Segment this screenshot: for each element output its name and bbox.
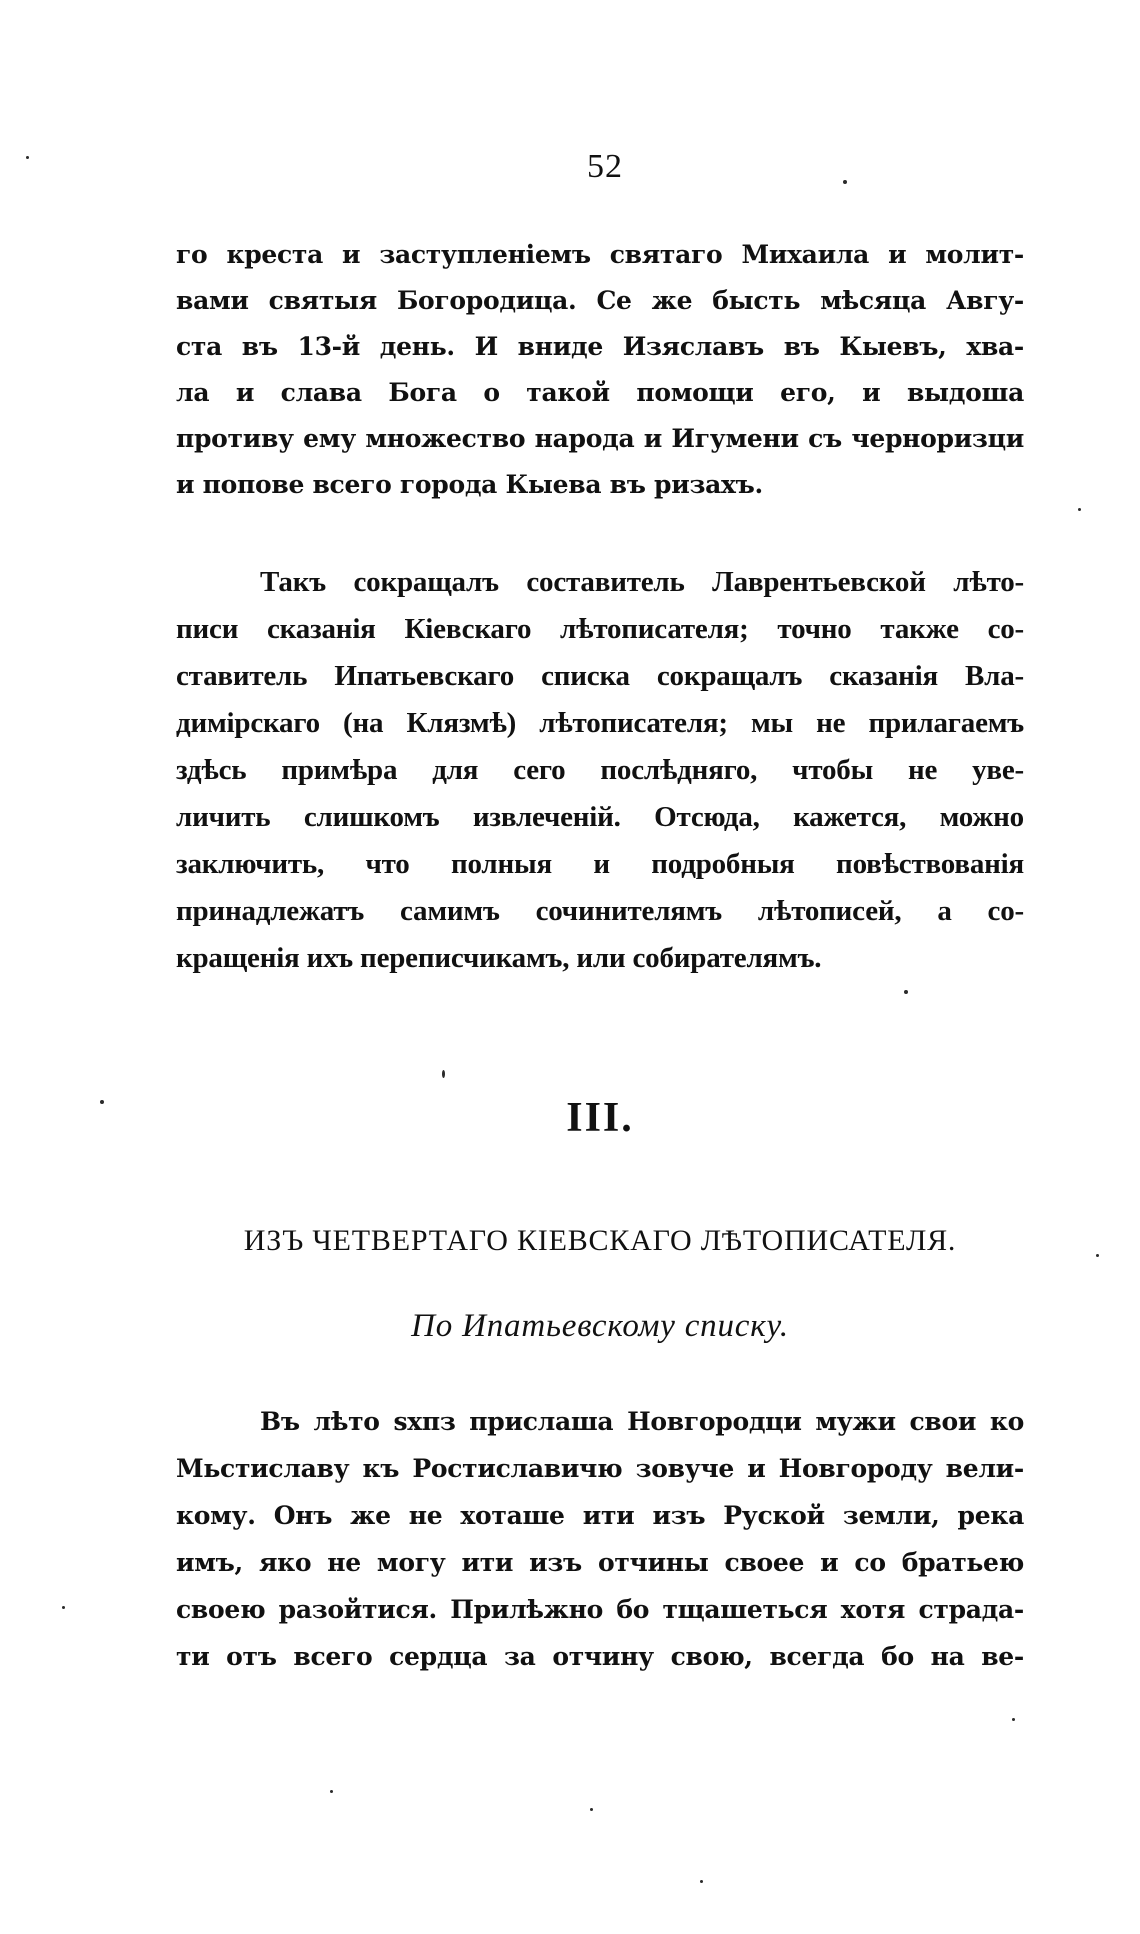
text-line: ла и слава Бога о такой помощи его, и выдоша — [176, 378, 1024, 407]
text-line: Такъ сокращалъ составитель Лаврентьевской лѣто- — [260, 566, 1024, 598]
text-line: Мьстиславу къ Ростиславичю зовуче и Новгороду вели- — [176, 1454, 1024, 1483]
scan-speck — [100, 1100, 104, 1104]
slavonic-passage-2 — [176, 1398, 1024, 1680]
text-line: своею разойтися. Прилѣжно бо тщашеться хотя страда- — [176, 1595, 1024, 1624]
scan-speck — [26, 156, 29, 159]
text-line: ста въ 13-й день. И вниде Изяславъ въ Кыевъ, хва- — [176, 332, 1024, 361]
text-line: и попове всего города Кыева въ ризахъ. — [176, 470, 763, 499]
text-line: вами святыя Богородица. Се же бысть мѣсяца Авгу- — [176, 286, 1024, 315]
commentary-paragraph — [176, 559, 1024, 982]
text-line: писи сказанія Кіевскаго лѣтописателя; точно также со- — [176, 613, 1024, 645]
text-line: ти отъ всего сердца за отчину свою, всегда бо на ве- — [176, 1642, 1024, 1671]
text-line: го креста и заступленіемъ святаго Михаила и молит- — [176, 240, 1024, 269]
section-numeral: III. — [566, 1095, 634, 1141]
text-line: принадлежатъ самимъ сочинителямъ лѣтописей, а со- — [176, 895, 1024, 927]
scan-speck — [700, 1880, 703, 1883]
text-line: заключить, что полныя и подробныя повѣствованія — [176, 848, 1024, 880]
section-title: ИЗЪ ЧЕТВЕРТАГО КІЕВСКАГО ЛѢТОПИСАТЕЛЯ. — [243, 1224, 957, 1257]
text-line: имъ, яко не могу ити изъ отчины своее и со братьею — [176, 1548, 1024, 1577]
page-number: 52 — [587, 148, 623, 185]
scan-speck — [62, 1606, 65, 1609]
scan-speck — [590, 1808, 593, 1811]
slavonic-passage-1 — [176, 232, 1024, 508]
text-line: противу ему множество народа и Игумени съ черноризци — [176, 424, 1024, 453]
scan-speck — [1096, 1254, 1099, 1257]
text-line: кому. Онъ же не хоташе ити изъ Руской земли, река — [176, 1501, 1024, 1530]
scan-speck — [1012, 1718, 1015, 1721]
scan-speck — [330, 1790, 333, 1793]
scan-speck — [1078, 508, 1081, 511]
text-line: Въ лѣто ѕхпз прислаша Новгородци мужи свои ко — [260, 1407, 1024, 1436]
scan-speck — [904, 990, 908, 994]
text-line: личить слишкомъ извлеченій. Отсюда, кажется, можно — [176, 801, 1024, 833]
text-line: димірскаго (на Клязмѣ) лѣтописателя; мы не прилагаемъ — [176, 707, 1024, 739]
section-subtitle: По Ипатьевскому списку. — [411, 1308, 789, 1344]
text-line: здѣсь примѣра для сего послѣдняго, чтобы не уве- — [176, 754, 1024, 786]
scan-speck — [843, 180, 847, 184]
text-line: ставитель Ипатьевскаго списка сокращалъ сказанія Вла- — [176, 660, 1024, 692]
scan-speck — [442, 1070, 445, 1078]
text-line: кращенія ихъ переписчикамъ, или собирателямъ. — [176, 942, 822, 974]
